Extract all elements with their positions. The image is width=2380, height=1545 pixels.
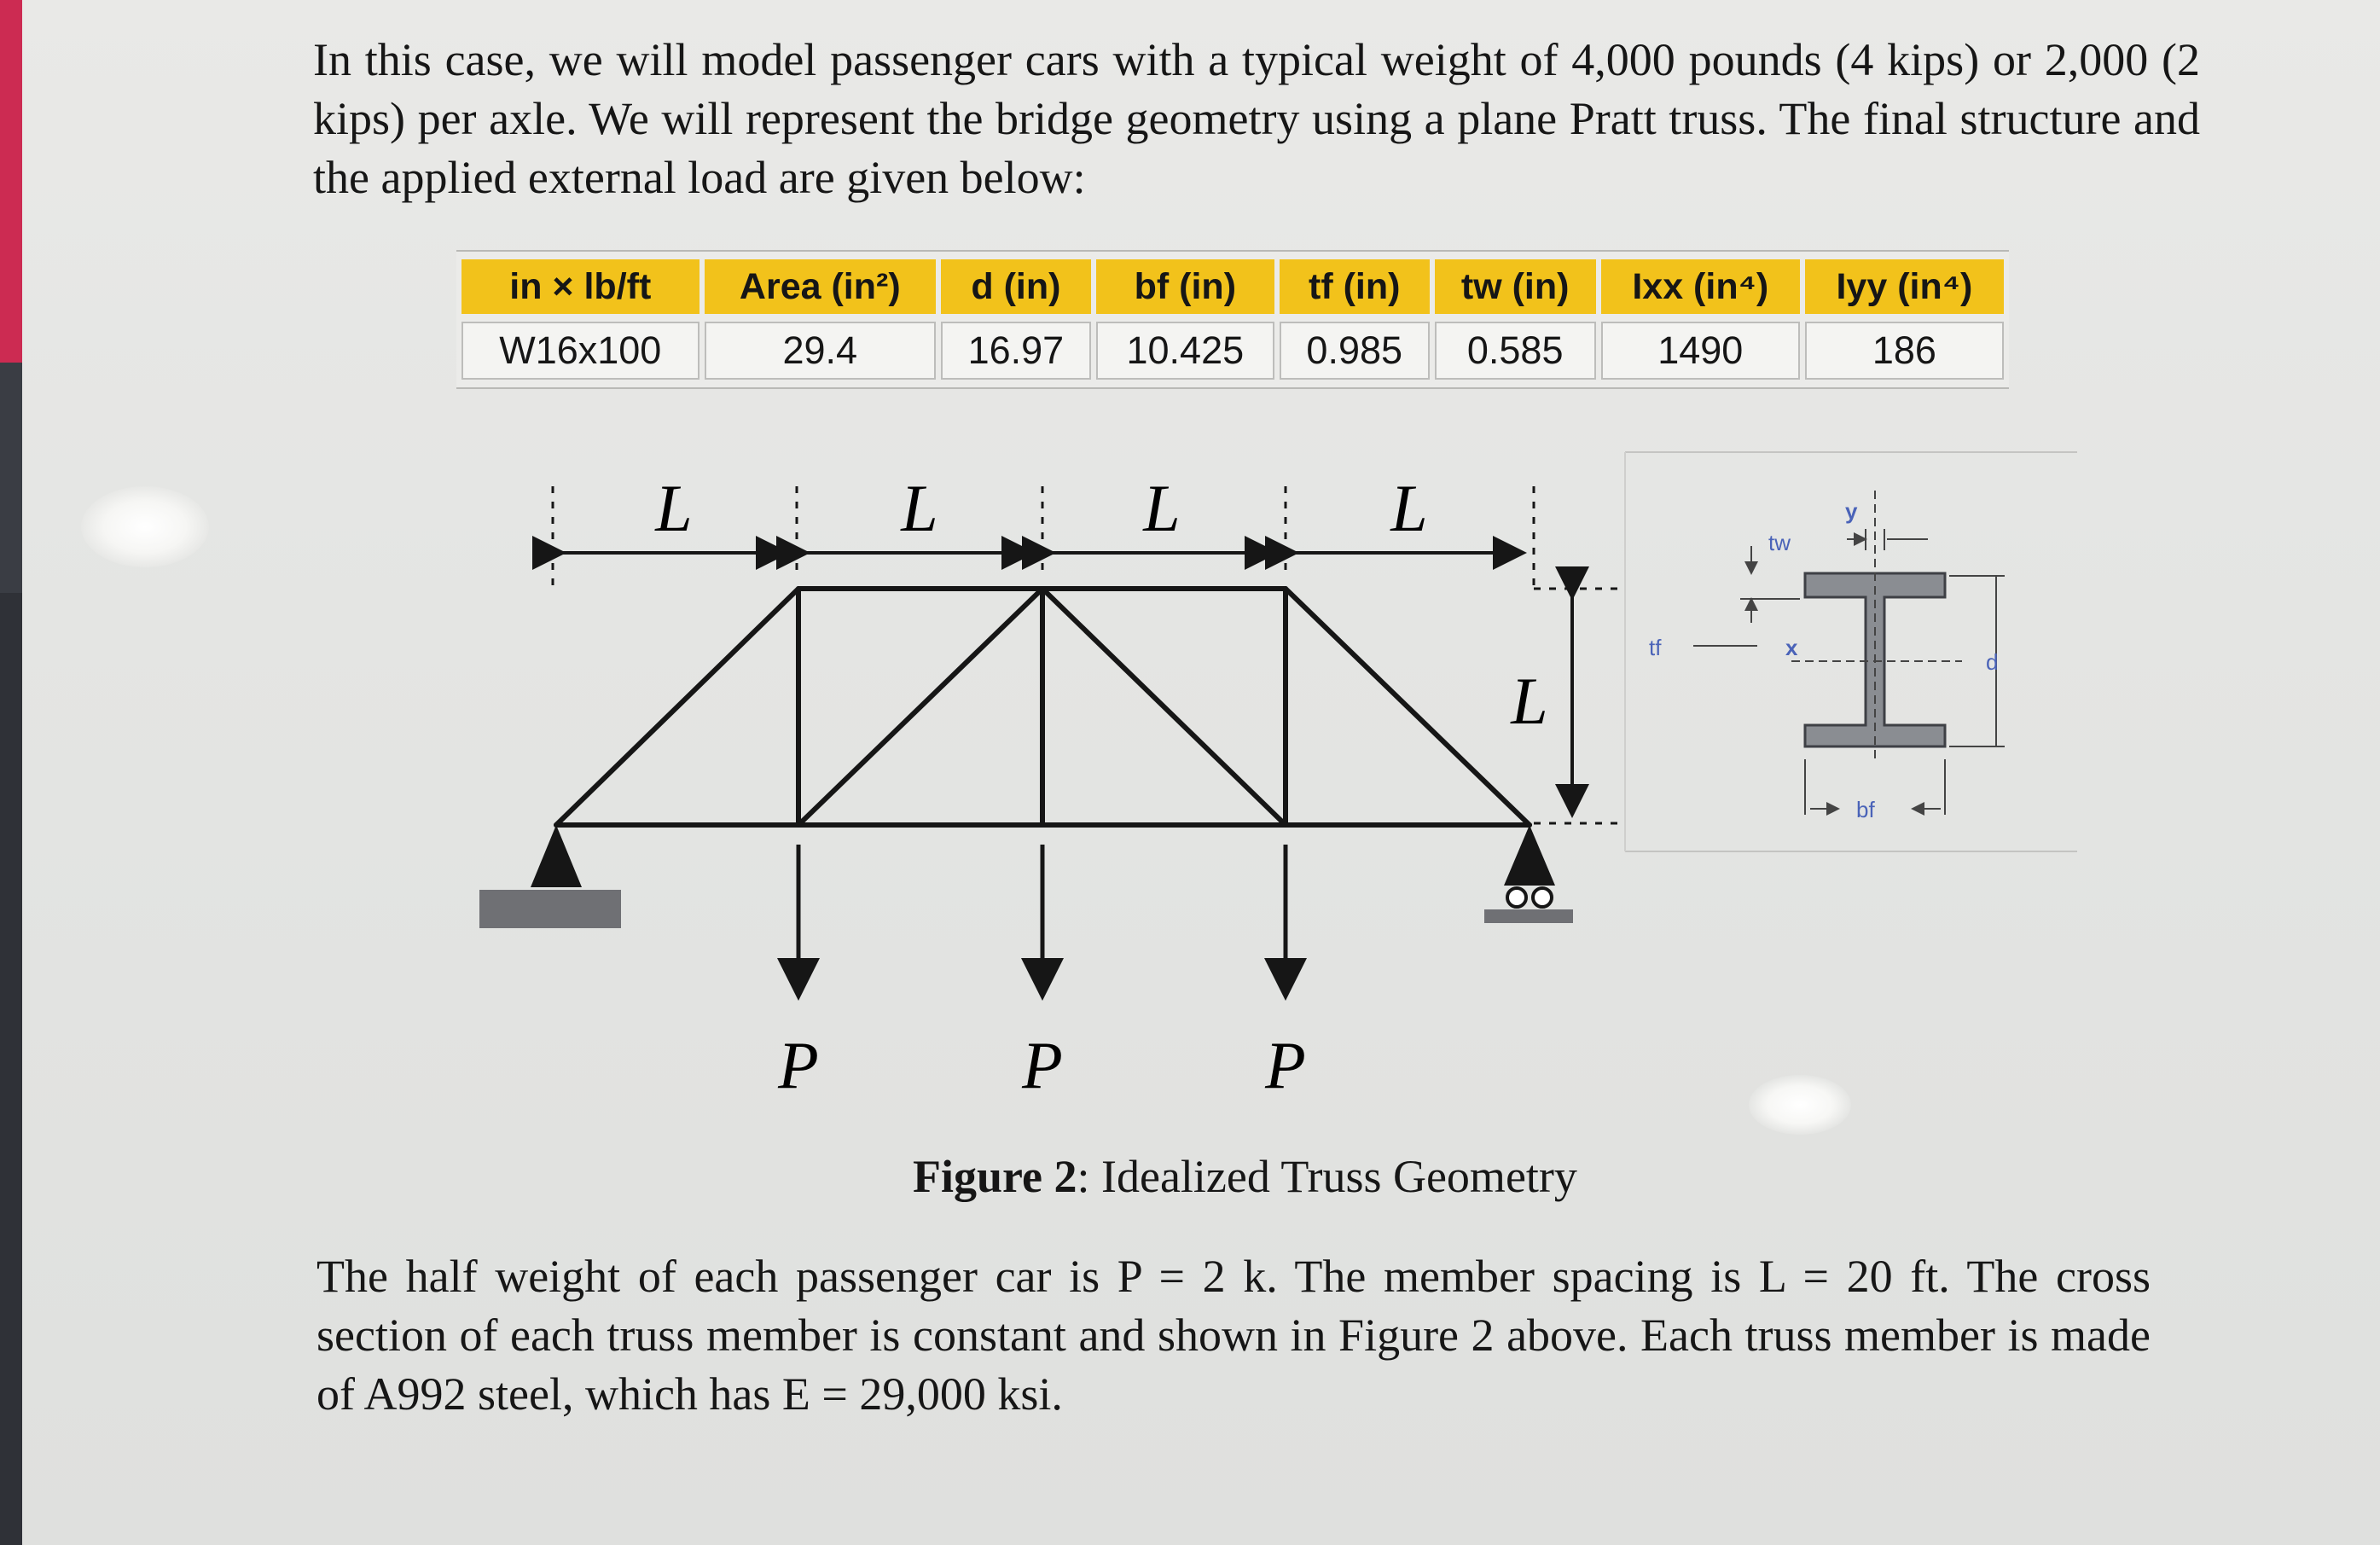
bf-label: bf [1856, 797, 1875, 822]
load-label: P [778, 1028, 819, 1102]
height-label: L [1511, 664, 1548, 738]
table-cell: W16x100 [461, 322, 699, 380]
roller-support [1484, 825, 1573, 923]
end-post-left [556, 589, 798, 825]
closing-paragraph: The half weight of each passenger car is P = 2 k. The member spacing is L = 20 ft. The cross section of each truss member is constant and shown in Figure 2 above. Each truss member is made of A992 steel, which has E = 29,000 ksi. [316, 1251, 2151, 1420]
table-header: Ixx (in⁴) [1601, 259, 1800, 314]
caption-text: : Idealized Truss Geometry [1077, 1151, 1577, 1202]
intro-paragraph: In this case, we will model passenger cars with a typical weight of 4,000 pounds (4 kips) or 2,000 (2 kips) per axle. We will represent the bridge geometry using a plane Pratt truss. The final structure and the applied external load are given below: [313, 34, 2200, 203]
span-label: L [1143, 471, 1181, 545]
figure-caption [913, 1150, 1577, 1203]
d-label: d [1986, 649, 1999, 675]
table-header: tf (in) [1280, 259, 1430, 314]
span-label: L [1390, 471, 1428, 545]
span-label: L [655, 471, 693, 545]
table-cell: 0.985 [1280, 322, 1430, 380]
pin-support [479, 825, 621, 928]
table-header: tw (in) [1435, 259, 1596, 314]
diagonal-member [1042, 589, 1286, 825]
applied-loads [798, 845, 1286, 996]
y-axis-label: y [1845, 498, 1858, 524]
load-label: P [1022, 1028, 1063, 1102]
tf-label: tf [1649, 635, 1662, 660]
table-cell: 186 [1805, 322, 2004, 380]
table-header: in × lb/ft [461, 259, 699, 314]
table-header: d (in) [941, 259, 1091, 314]
table-cell: 29.4 [705, 322, 936, 380]
table-header: Area (in²) [705, 259, 936, 314]
caption-label: Figure 2 [913, 1151, 1077, 1202]
table-cell: 10.425 [1096, 322, 1274, 380]
x-axis-label: x [1785, 635, 1798, 660]
tw-label: tw [1768, 530, 1791, 555]
pratt-truss [556, 589, 1530, 825]
dimension-guides [553, 486, 1625, 823]
load-label: P [1265, 1028, 1306, 1102]
wide-flange-section-inset [1625, 452, 2077, 851]
diagonal-member [798, 589, 1042, 825]
table-header: Iyy (in⁴) [1805, 259, 2004, 314]
end-post-right [1286, 589, 1530, 825]
table-cell: 1490 [1601, 322, 1800, 380]
table-header: bf (in) [1096, 259, 1274, 314]
table-cell: 0.585 [1435, 322, 1596, 380]
span-label: L [901, 471, 938, 545]
span-dimension-arrows [563, 553, 1572, 815]
table-cell: 16.97 [941, 322, 1091, 380]
